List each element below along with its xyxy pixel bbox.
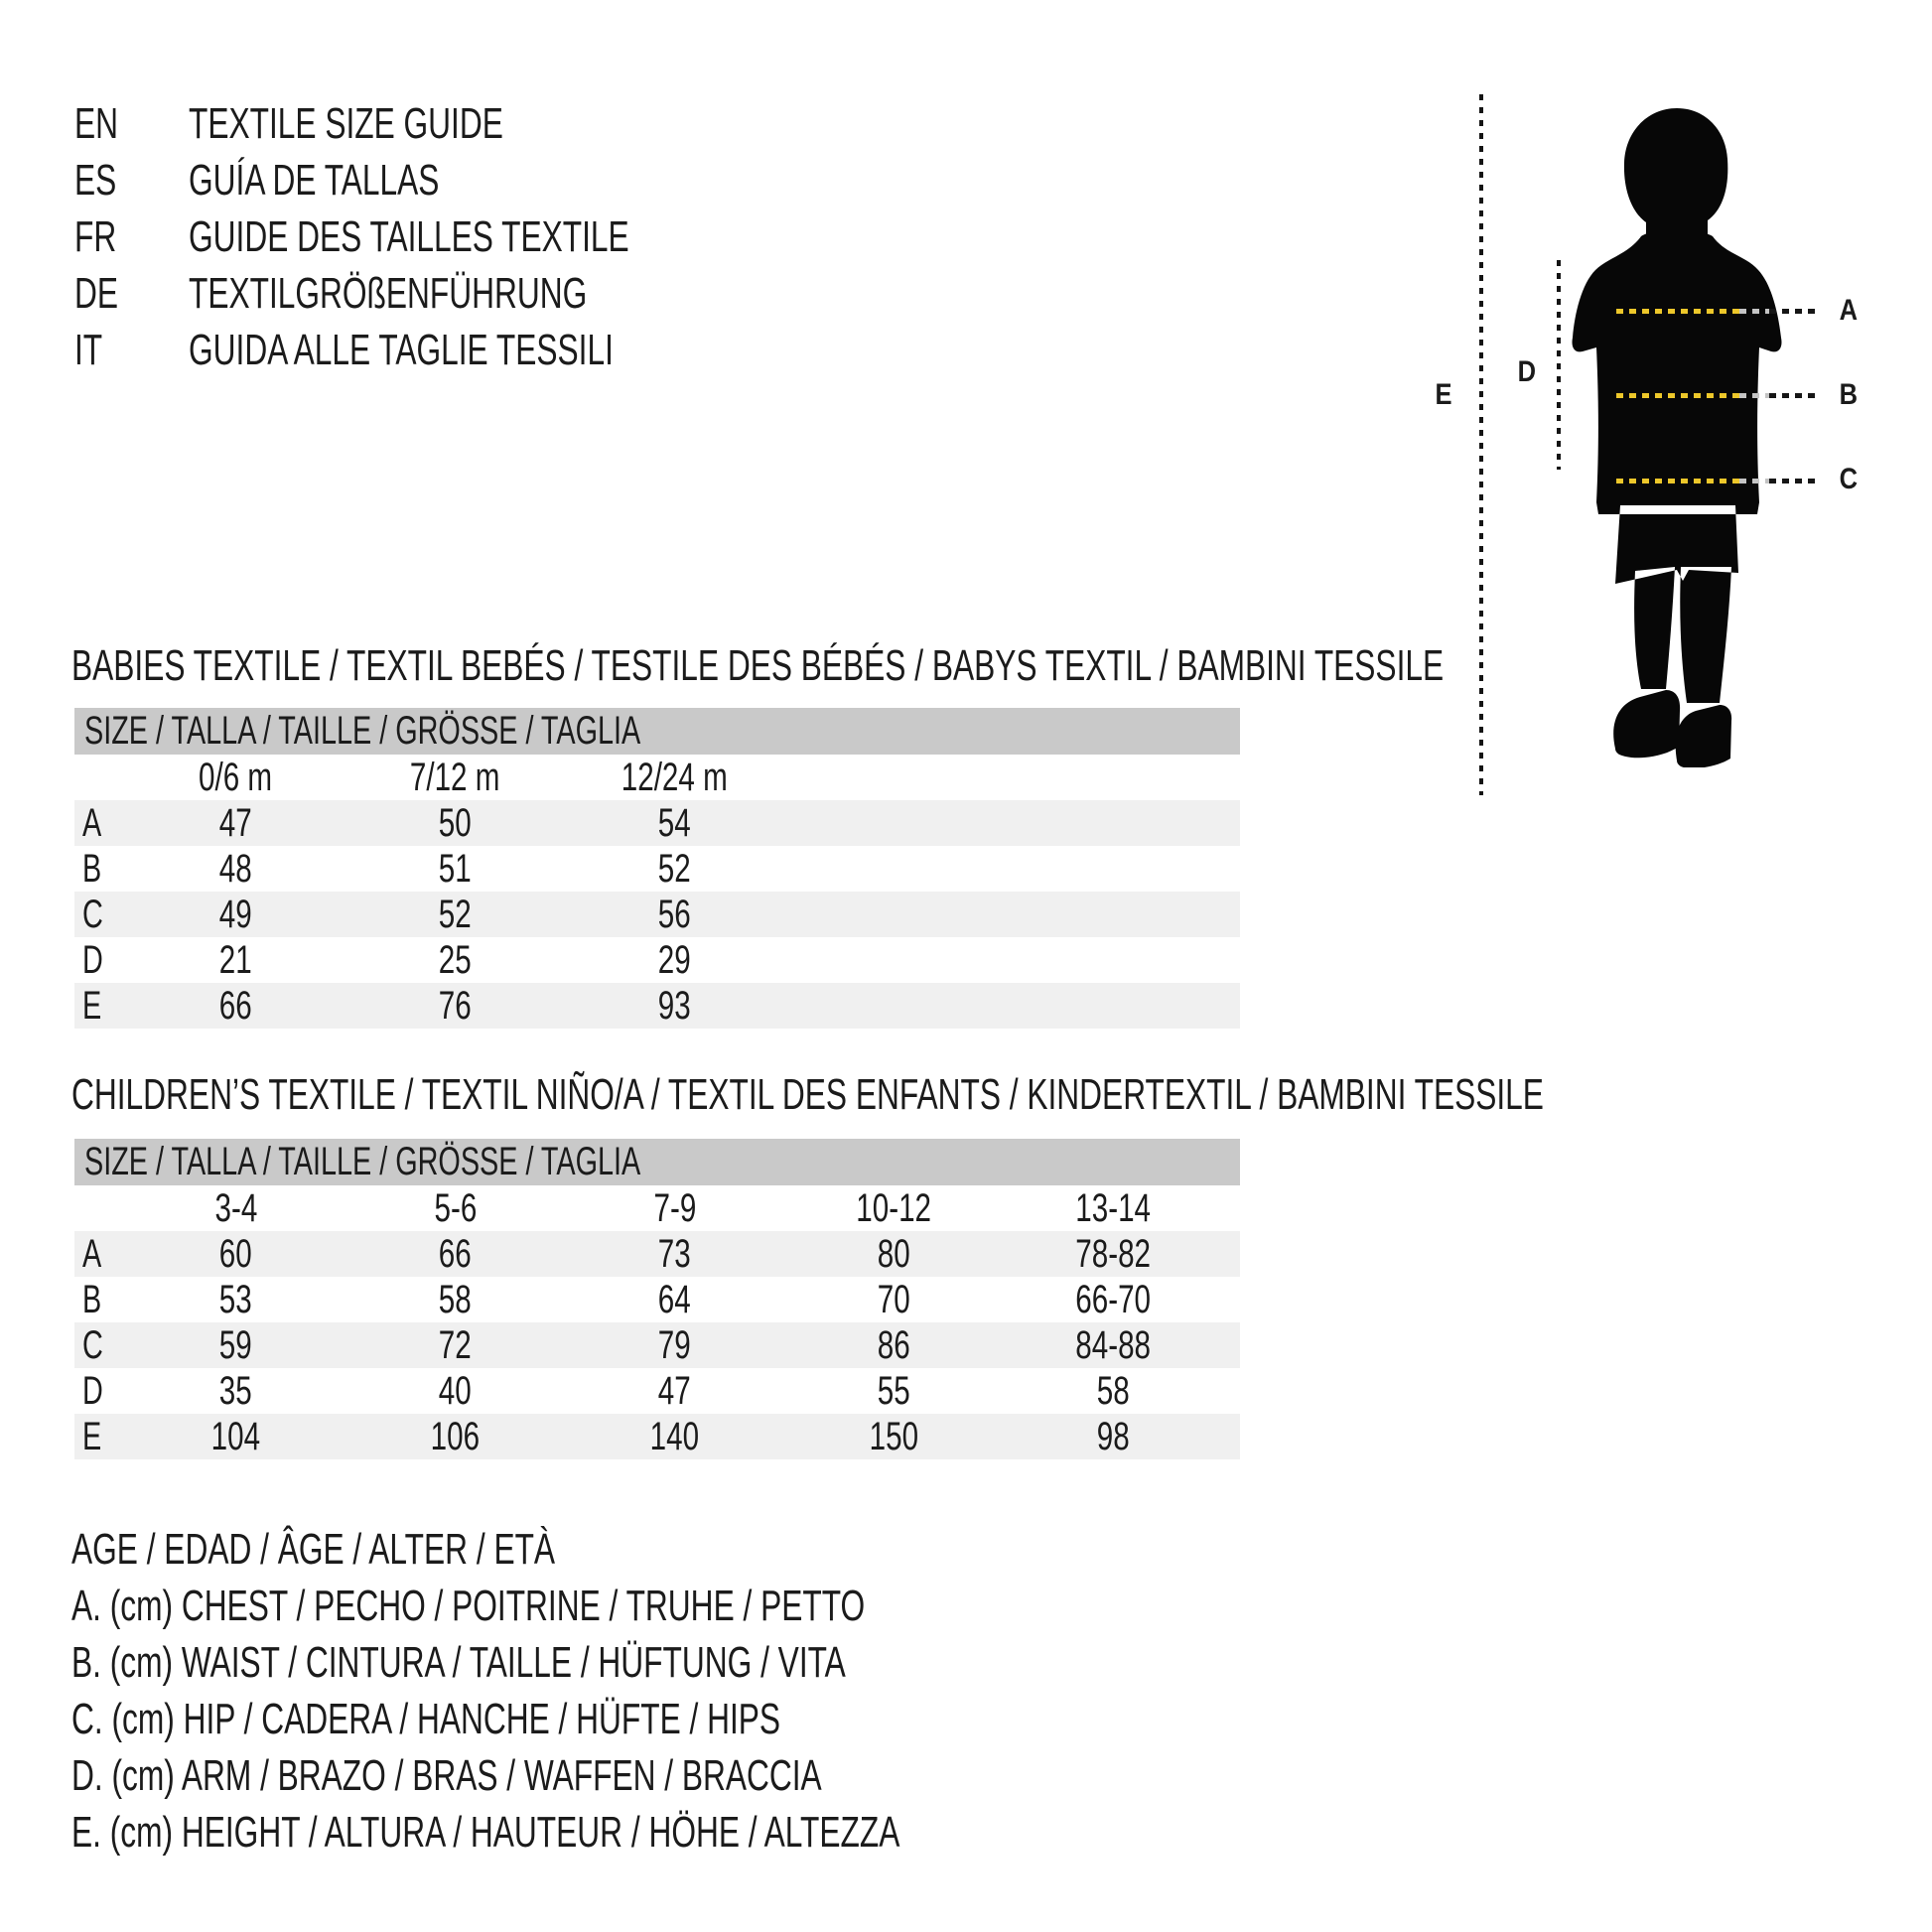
size-value: 40 <box>439 1368 472 1413</box>
arm-label: D <box>1517 355 1537 388</box>
chest-measure-line <box>1616 309 1821 314</box>
column-header: 10-12 <box>856 1185 932 1230</box>
size-value: 56 <box>658 892 691 936</box>
waist-measure-line <box>1616 393 1821 398</box>
children-row-d <box>74 1368 1240 1414</box>
children-size-header-bar: SIZE / TALLA / TAILLE / GRÖSSE / TAGLIA <box>74 1139 1240 1185</box>
row-label: A <box>82 1231 102 1276</box>
language-code: FR <box>74 211 117 261</box>
language-title: GUÍA DE TALLAS <box>189 155 440 205</box>
size-value: 54 <box>658 800 691 845</box>
column-header: 0/6 m <box>199 755 273 799</box>
size-value: 104 <box>210 1414 261 1458</box>
column-header: 7/12 m <box>410 755 500 799</box>
children-row-a <box>74 1231 1240 1277</box>
size-value: 76 <box>439 983 472 1028</box>
size-value: 86 <box>878 1322 910 1367</box>
language-row-de <box>74 265 800 322</box>
language-title: GUIDA ALLE TAGLIE TESSILI <box>189 325 614 374</box>
size-value: 58 <box>1097 1368 1130 1413</box>
chest-line-black-dashes <box>1769 309 1821 314</box>
children-column-header-row <box>74 1185 1240 1231</box>
column-header: 5-6 <box>434 1185 477 1230</box>
size-value: 66-70 <box>1075 1277 1152 1321</box>
measurement-legend <box>71 1521 1222 1861</box>
column-header: 12/24 m <box>621 755 728 799</box>
size-value: 64 <box>658 1277 691 1321</box>
row-label: B <box>82 1277 102 1321</box>
waist-line-gray-dashes <box>1739 393 1769 398</box>
chest-label: A <box>1839 294 1859 327</box>
children-size-table <box>74 1139 1240 1459</box>
size-value: 49 <box>219 892 252 936</box>
row-label: C <box>82 892 103 936</box>
babies-section-title: BABIES TEXTILE / TEXTIL BEBÉS / TESTILE DES BÉBÉS / BABYS TEXTIL / BAMBINI TESSILE <box>71 640 1445 690</box>
chest-line-gray-dashes <box>1739 309 1769 314</box>
size-value: 29 <box>658 937 691 982</box>
size-value: 79 <box>658 1322 691 1367</box>
language-row-en <box>74 95 800 152</box>
babies-row-c <box>74 892 1240 937</box>
size-value: 70 <box>878 1277 910 1321</box>
size-value: 52 <box>658 846 691 891</box>
size-value: 52 <box>439 892 472 936</box>
size-value: 48 <box>219 846 252 891</box>
babies-column-header-row <box>74 755 1240 800</box>
legend-chest: A. (cm) CHEST / PECHO / POITRINE / TRUHE / PETTO <box>71 1581 866 1630</box>
size-value: 25 <box>439 937 472 982</box>
column-header: 7-9 <box>653 1185 696 1230</box>
chest-line-yellow-dashes <box>1616 309 1739 314</box>
size-value: 73 <box>658 1231 691 1276</box>
size-value: 72 <box>439 1322 472 1367</box>
size-value: 150 <box>869 1414 919 1458</box>
size-value: 66 <box>219 983 252 1028</box>
language-title: TEXTILGRÖßENFÜHRUNG <box>189 268 588 318</box>
row-label: B <box>82 846 102 891</box>
waist-line-black-dashes <box>1769 393 1821 398</box>
legend-hip: C. (cm) HIP / CADERA / HANCHE / HÜFTE / HIPS <box>71 1694 781 1743</box>
babies-row-d <box>74 937 1240 983</box>
babies-size-header-bar: SIZE / TALLA / TAILLE / GRÖSSE / TAGLIA <box>74 708 1240 755</box>
language-row-es <box>74 152 800 208</box>
size-value: 35 <box>219 1368 252 1413</box>
legend-waist: B. (cm) WAIST / CINTURA / TAILLE / HÜFTUNG / VITA <box>71 1637 846 1687</box>
language-row-fr <box>74 208 800 265</box>
row-label: A <box>82 800 102 845</box>
size-value: 21 <box>219 937 252 982</box>
arm-measure-line <box>1557 260 1561 470</box>
size-value: 47 <box>658 1368 691 1413</box>
size-value: 55 <box>878 1368 910 1413</box>
language-code: DE <box>74 268 119 318</box>
language-row-it <box>74 322 800 378</box>
waist-line-yellow-dashes <box>1616 393 1739 398</box>
babies-row-b <box>74 846 1240 892</box>
babies-row-a <box>74 800 1240 846</box>
language-title: GUIDE DES TAILLES TEXTILE <box>189 211 629 261</box>
hip-measure-line <box>1616 479 1821 483</box>
language-title: TEXTILE SIZE GUIDE <box>189 98 503 148</box>
row-label: E <box>82 983 102 1028</box>
size-value: 93 <box>658 983 691 1028</box>
row-label: D <box>82 1368 103 1413</box>
children-row-e <box>74 1414 1240 1459</box>
row-label: C <box>82 1322 103 1367</box>
column-header: 3-4 <box>214 1185 257 1230</box>
column-header: 13-14 <box>1075 1185 1152 1230</box>
babies-size-table <box>74 708 1240 1029</box>
babies-row-e <box>74 983 1240 1029</box>
size-value: 60 <box>219 1231 252 1276</box>
legend-age: AGE / EDAD / ÂGE / ALTER / ETÀ <box>71 1524 556 1574</box>
row-label: E <box>82 1414 102 1458</box>
language-code: ES <box>74 155 117 205</box>
size-value: 51 <box>439 846 472 891</box>
size-value: 66 <box>439 1231 472 1276</box>
row-label: D <box>82 937 103 982</box>
size-value: 50 <box>439 800 472 845</box>
legend-arm: D. (cm) ARM / BRAZO / BRAS / WAFFEN / BRACCIA <box>71 1750 822 1800</box>
language-code: IT <box>74 325 103 374</box>
language-code: EN <box>74 98 119 148</box>
size-value: 80 <box>878 1231 910 1276</box>
size-value: 47 <box>219 800 252 845</box>
size-value: 98 <box>1097 1414 1130 1458</box>
children-row-c <box>74 1322 1240 1368</box>
hip-line-gray-dashes <box>1739 479 1769 483</box>
language-list <box>74 95 800 378</box>
size-value: 78-82 <box>1075 1231 1152 1276</box>
hip-line-black-dashes <box>1769 479 1821 483</box>
size-value: 106 <box>430 1414 481 1458</box>
size-value: 140 <box>649 1414 700 1458</box>
height-label: E <box>1435 378 1452 411</box>
size-value: 53 <box>219 1277 252 1321</box>
size-value: 84-88 <box>1075 1322 1152 1367</box>
legend-height: E. (cm) HEIGHT / ALTURA / HAUTEUR / HÖHE / ALTEZZA <box>71 1807 900 1857</box>
children-section-title: CHILDREN’S TEXTILE / TEXTIL NIÑO/A / TEXTIL DES ENFANTS / KINDERTEXTIL / BAMBINI TESSILE <box>71 1069 1544 1119</box>
children-row-b <box>74 1277 1240 1322</box>
waist-label: B <box>1839 378 1859 411</box>
hip-line-yellow-dashes <box>1616 479 1739 483</box>
hip-label: C <box>1839 463 1859 495</box>
size-value: 58 <box>439 1277 472 1321</box>
size-value: 59 <box>219 1322 252 1367</box>
